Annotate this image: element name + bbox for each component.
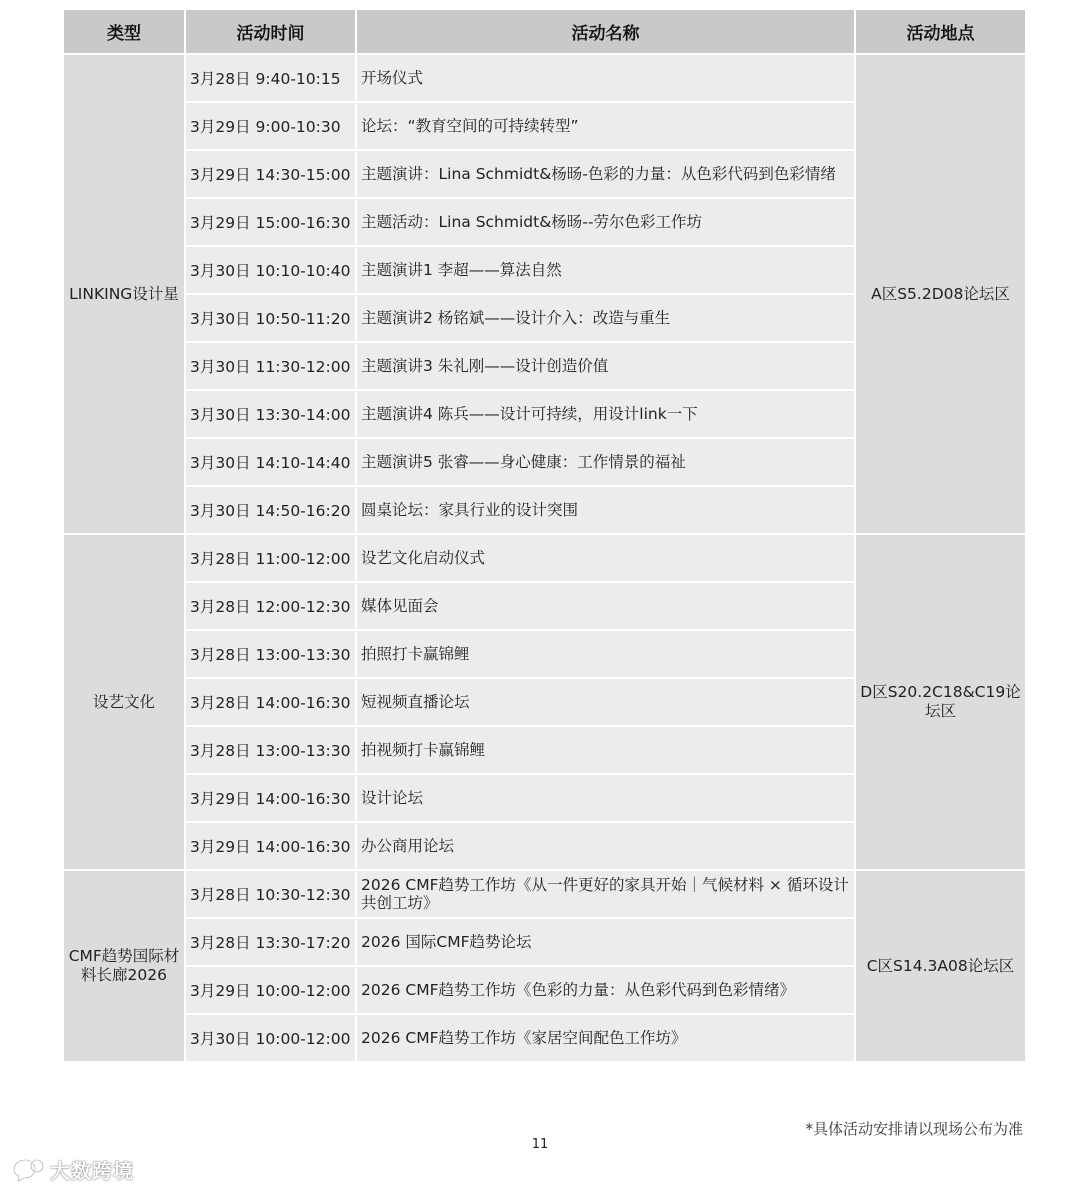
location-cell: A区S5.2D08论坛区: [855, 54, 1026, 534]
activity-name-cell: 主题演讲：Lina Schmidt&杨旸-色彩的力量：从色彩代码到色彩情绪: [356, 150, 855, 198]
time-cell: 3月28日 14:00-16:30: [185, 678, 356, 726]
time-cell: 3月29日 14:30-15:00: [185, 150, 356, 198]
time-cell: 3月28日 10:30-12:30: [185, 870, 356, 918]
activity-name-cell: 主题演讲5 张睿——身心健康：工作情景的福祉: [356, 438, 855, 486]
location-cell: D区S20.2C18&C19论坛区: [855, 534, 1026, 870]
activity-name-cell: 2026 CMF趋势工作坊《家居空间配色工作坊》: [356, 1014, 855, 1062]
activity-name-cell: 论坛：“教育空间的可持续转型”: [356, 102, 855, 150]
time-cell: 3月29日 14:00-16:30: [185, 822, 356, 870]
table-header-row: [63, 9, 1026, 54]
time-cell: 3月30日 10:00-12:00: [185, 1014, 356, 1062]
location-cell: C区S14.3A08论坛区: [855, 870, 1026, 1062]
header-time: 活动时间: [185, 9, 356, 54]
activity-name-cell: 主题演讲1 李超——算法自然: [356, 246, 855, 294]
watermark: [10, 1155, 134, 1184]
activity-name-cell: 圆桌论坛：家具行业的设计突围: [356, 486, 855, 534]
activity-name-cell: 2026 国际CMF趋势论坛: [356, 918, 855, 966]
activity-name-cell: 开场仪式: [356, 54, 855, 102]
page-number: 11: [531, 1137, 549, 1152]
time-cell: 3月28日 9:40-10:15: [185, 54, 356, 102]
activity-name-cell: 设艺文化启动仪式: [356, 534, 855, 582]
time-cell: 3月28日 12:00-12:30: [185, 582, 356, 630]
footnote: *具体活动安排请以现场公布为准: [805, 1120, 1023, 1138]
category-cell: CMF趋势国际材料长廊2026: [63, 870, 185, 1062]
activity-name-cell: 主题演讲4 陈兵——设计可持续，用设计link一下: [356, 390, 855, 438]
header-type: 类型: [63, 9, 185, 54]
header-name: 活动名称: [356, 9, 855, 54]
time-cell: 3月30日 14:10-14:40: [185, 438, 356, 486]
chat-bubble-logo-icon: [10, 1157, 46, 1183]
time-cell: 3月30日 10:50-11:20: [185, 294, 356, 342]
activity-name-cell: 设计论坛: [356, 774, 855, 822]
table-row: [63, 54, 1026, 102]
time-cell: 3月30日 10:10-10:40: [185, 246, 356, 294]
activity-name-cell: 短视频直播论坛: [356, 678, 855, 726]
schedule-table: [62, 8, 1027, 1063]
time-cell: 3月28日 13:00-13:30: [185, 630, 356, 678]
activity-name-cell: 办公商用论坛: [356, 822, 855, 870]
time-cell: 3月29日 14:00-16:30: [185, 774, 356, 822]
activity-name-cell: 拍照打卡赢锦鲤: [356, 630, 855, 678]
activity-name-cell: 主题演讲3 朱礼刚——设计创造价值: [356, 342, 855, 390]
activity-name-cell: 2026 CMF趋势工作坊《从一件更好的家具开始｜气候材料 × 循环设计共创工坊》: [356, 870, 855, 918]
activity-name-cell: 主题活动：Lina Schmidt&杨旸--劳尔色彩工作坊: [356, 198, 855, 246]
category-cell: 设艺文化: [63, 534, 185, 870]
time-cell: 3月28日 13:00-13:30: [185, 726, 356, 774]
time-cell: 3月28日 13:30-17:20: [185, 918, 356, 966]
time-cell: 3月30日 14:50-16:20: [185, 486, 356, 534]
table-row: [63, 870, 1026, 918]
activity-name-cell: 主题演讲2 杨铭斌——设计介入：改造与重生: [356, 294, 855, 342]
header-location: 活动地点: [855, 9, 1026, 54]
table-row: [63, 534, 1026, 582]
category-cell: LINKING设计星: [63, 54, 185, 534]
time-cell: 3月29日 10:00-12:00: [185, 966, 356, 1014]
activity-name-cell: 2026 CMF趋势工作坊《色彩的力量：从色彩代码到色彩情绪》: [356, 966, 855, 1014]
time-cell: 3月28日 11:00-12:00: [185, 534, 356, 582]
time-cell: 3月30日 11:30-12:00: [185, 342, 356, 390]
activity-name-cell: 拍视频打卡赢锦鲤: [356, 726, 855, 774]
time-cell: 3月30日 13:30-14:00: [185, 390, 356, 438]
watermark-text: 大数跨境: [50, 1159, 134, 1183]
time-cell: 3月29日 9:00-10:30: [185, 102, 356, 150]
activity-name-cell: 媒体见面会: [356, 582, 855, 630]
time-cell: 3月29日 15:00-16:30: [185, 198, 356, 246]
